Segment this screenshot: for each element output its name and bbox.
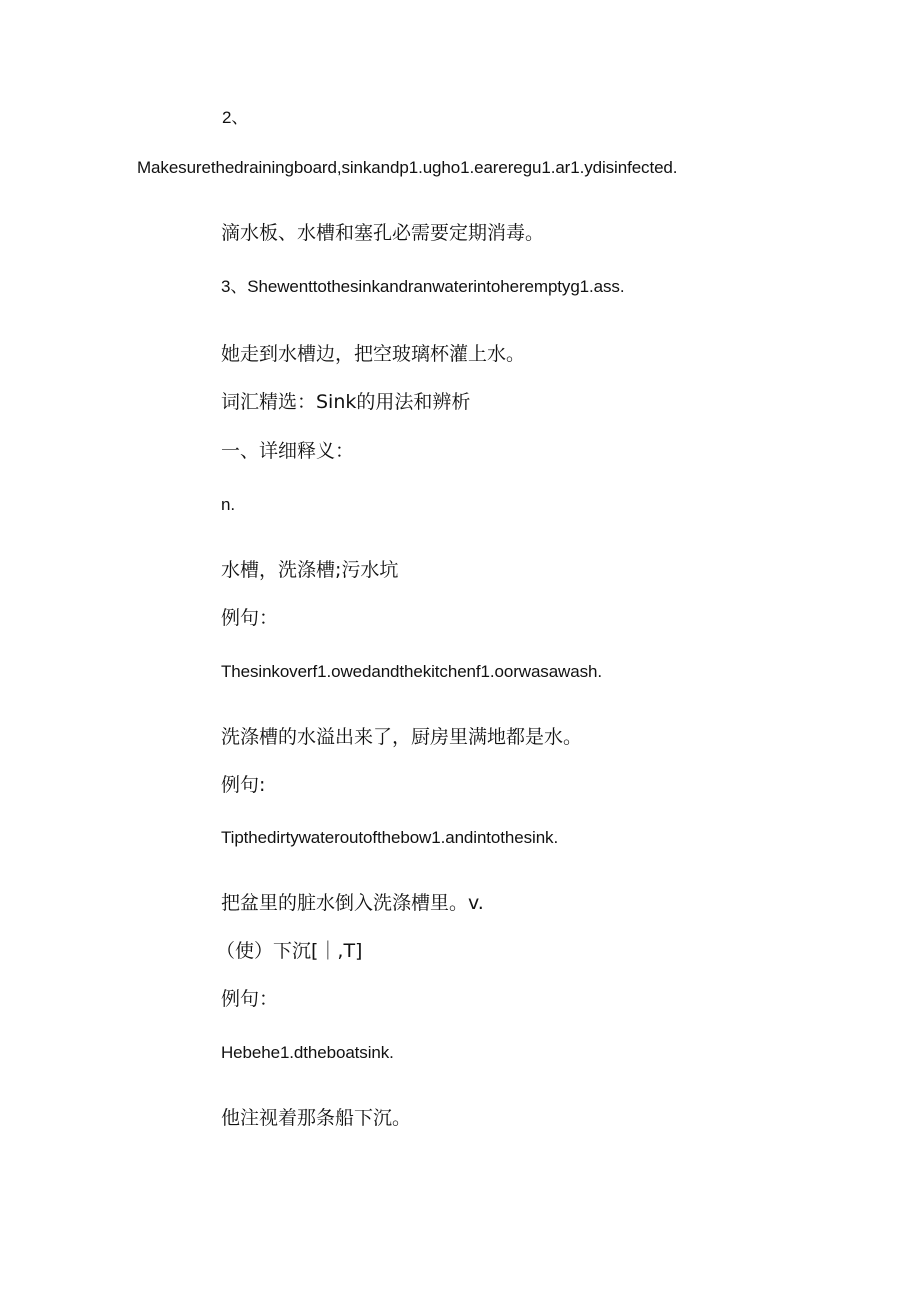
example-label: 例句： — [221, 988, 279, 1010]
example-sentence-chinese: 滴水板、水槽和塞孔必需要定期消毒。 — [221, 222, 545, 244]
example-sentence-english: Hebehe1.dtheboatsink. — [221, 1043, 394, 1062]
example-sentence-chinese: 她走到水槽边，把空玻璃杯灌上水。 — [221, 343, 526, 365]
subsection-heading: 一、详细释义： — [221, 440, 355, 462]
example-label: 例句： — [221, 607, 279, 629]
example-sentence-english: Thesinkoverf1.owedandthekitchenf1.oorwasawash. — [221, 662, 602, 681]
example-sentence-english: Makesurethedrainingboard,sinkandp1.ugho1.eareregu1.ar1.ydisinfected. — [137, 158, 678, 177]
part-of-speech-noun: n. — [221, 495, 235, 514]
example-sentence-chinese: 他注视着那条船下沉。 — [221, 1107, 412, 1129]
example-sentence-chinese: 把盆里的脏水倒入洗涤槽里。v. — [221, 892, 484, 914]
definition-text: 水槽，洗涤槽;污水坑 — [221, 559, 399, 581]
example-label: 例句: — [221, 774, 266, 796]
item-number-2: 2、 — [222, 108, 249, 127]
example-sentence-chinese: 洗涤槽的水溢出来了，厨房里满地都是水。 — [221, 726, 583, 748]
definition-text: （使）下沉[｜,T] — [216, 940, 363, 962]
example-sentence-english: Tipthedirtywateroutofthebow1.andintothesink. — [221, 828, 559, 847]
example-sentence-english: 3、Shewenttothesinkandranwaterintoheremptyg1.ass. — [221, 277, 625, 296]
section-heading: 词汇精选：Sink的用法和辨析 — [221, 391, 471, 413]
